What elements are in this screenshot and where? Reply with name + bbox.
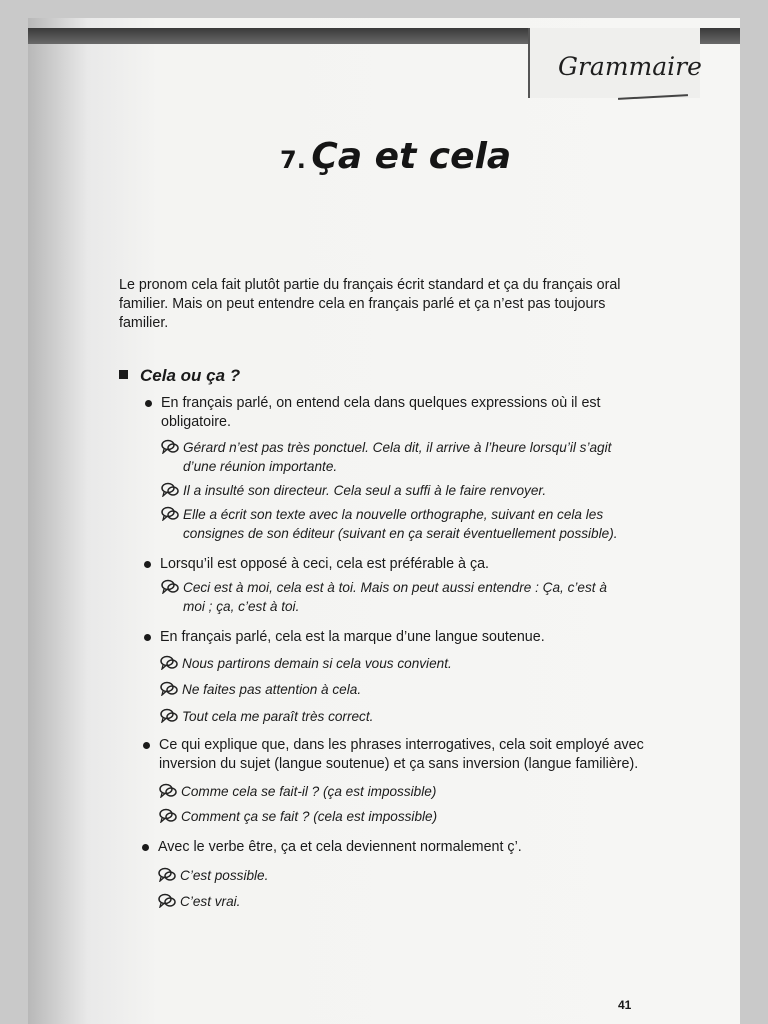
example-line: Gérard n’est pas très ponctuel. Cela dit, il arrive à l’heure lorsqu’il s’agit	[183, 440, 612, 455]
speech-bubbles-icon	[159, 783, 177, 798]
rule-line: Lorsqu’il est opposé à ceci, cela est préférable à ça.	[160, 556, 490, 572]
example	[182, 654, 452, 673]
speech-bubbles-icon	[161, 506, 179, 521]
example-line: Comment ça se fait ? (cela est impossible)	[181, 809, 438, 824]
bullet-dot-icon	[145, 400, 152, 407]
example	[183, 438, 611, 476]
example-line: Tout cela me paraît très correct.	[182, 709, 374, 724]
bullet-dot-icon	[144, 561, 151, 568]
section-heading-text: Cela ou ça ?	[140, 366, 241, 385]
intro-paragraph	[119, 276, 649, 333]
example	[180, 866, 268, 885]
rule-item	[159, 736, 644, 774]
speech-bubbles-icon	[161, 482, 179, 497]
rule-item	[160, 555, 489, 574]
speech-bubbles-icon	[161, 439, 179, 454]
example	[182, 680, 361, 699]
example	[181, 782, 436, 801]
example-line: moi ; ça, c’est à toi.	[183, 599, 300, 614]
example	[181, 807, 437, 826]
textbook-page	[28, 18, 740, 1024]
chapter-title: Ça et cela	[311, 136, 512, 177]
example-line: Il a insulté son directeur. Cela seul a suffi à le faire renvoyer.	[183, 483, 547, 498]
rule-line: En français parlé, on entend cela dans quelques expressions où il est	[161, 395, 601, 411]
section-heading	[119, 366, 240, 386]
rule-line: inversion du sujet (langue soutenue) et ça sans inversion (langue familière).	[159, 756, 639, 772]
speech-bubbles-icon	[160, 655, 178, 670]
square-bullet-icon	[119, 370, 128, 379]
rule-line: En français parlé, cela est la marque d’une langue soutenue.	[160, 629, 545, 645]
bullet-dot-icon	[142, 844, 149, 851]
chapter-number: 7.	[280, 146, 306, 174]
speech-bubbles-icon	[158, 893, 176, 908]
example	[183, 505, 618, 543]
example-line: Comme cela se fait-il ? (ça est impossible)	[181, 784, 437, 799]
speech-bubbles-icon	[159, 808, 177, 823]
bullet-dot-icon	[144, 634, 151, 641]
page-title	[280, 136, 511, 177]
rule-line: Ce qui explique que, dans les phrases interrogatives, cela soit employé avec	[159, 737, 644, 753]
speech-bubbles-icon	[160, 681, 178, 696]
intro-line: familier. Mais on peut entendre cela en français parlé et ça n’est pas toujours	[119, 296, 606, 312]
rule-line: obligatoire.	[161, 414, 231, 430]
speech-bubbles-icon	[161, 579, 179, 594]
rule-item	[161, 394, 601, 432]
page-number: 41	[618, 998, 632, 1012]
example	[180, 892, 240, 911]
example-line: d’une réunion importante.	[183, 459, 338, 474]
example-line: Ne faites pas attention à cela.	[182, 682, 362, 697]
intro-line: Le pronom cela fait plutôt partie du français écrit standard et ça du français oral	[119, 277, 621, 293]
example	[182, 707, 373, 726]
rule-line: Avec le verbe être, ça et cela deviennent normalement ç’.	[158, 839, 522, 855]
example-line: Elle a écrit son texte avec la nouvelle orthographe, suivant en cela les	[183, 507, 604, 522]
example-line: C’est vrai.	[180, 894, 241, 909]
speech-bubbles-icon	[158, 867, 176, 882]
example	[183, 481, 546, 500]
intro-line: familier.	[119, 315, 169, 331]
example-line: C’est possible.	[180, 868, 269, 883]
example-line: consignes de son éditeur (suivant en ça serait éventuellement possible).	[183, 526, 618, 541]
section-label: Grammaire	[558, 52, 702, 81]
example-line: Nous partirons demain si cela vous convient.	[182, 656, 452, 671]
rule-item	[160, 628, 545, 647]
rule-item	[158, 838, 522, 857]
bullet-dot-icon	[143, 742, 150, 749]
example-line: Ceci est à moi, cela est à toi. Mais on peut aussi entendre : Ça, c’est à	[183, 580, 607, 595]
speech-bubbles-icon	[160, 708, 178, 723]
example	[183, 578, 607, 616]
